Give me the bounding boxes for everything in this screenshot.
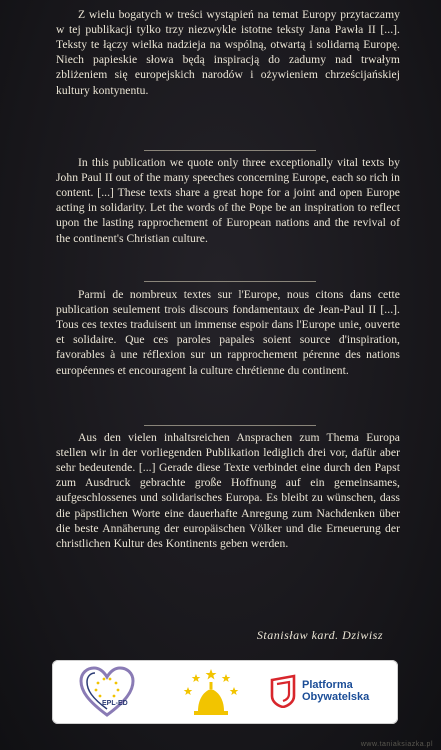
- polish-paragraph: Z wielu bogatych w treści wystąpień na temat Europy przytaczamy w tej publikacji tylko trzy niezwykle istotne teksty Jana Pawła II [...]. Teksty te łączy wielka nadzieja na wspólną, otwartą i solidarną Europę. Niech papieskie słowa będą inspiracją do zadumy nad trwałym zbliżeniem się europejskich narodów i ożywieniem chrześcijańskiej kultury kontynentu.: [56, 7, 400, 97]
- platforma-obywatelska-wordmark: [302, 679, 369, 703]
- platforma-obywatelska-logo-icon: [268, 674, 298, 708]
- po-line-2: Obywatelska: [302, 691, 370, 703]
- separator-2: [144, 281, 316, 282]
- po-line-1: Platforma: [302, 679, 353, 691]
- epl-ed-label: EPL-ED: [102, 700, 128, 707]
- watermark: www.taniaksiazka.pl: [360, 741, 433, 748]
- signature: Stanisław kard. Dziwisz: [256, 628, 383, 642]
- separator-3: [144, 425, 316, 426]
- german-paragraph: Aus den vielen inhaltsreichen Ansprachen zum Thema Europa stellen wir in der vorliegenden Publikation lediglich drei vor, dafür aber sehr bedeutende. [...] Gerade diese Texte verbindet eine durch den Papst zum Ausdruck gebrachte große Hoffnung auf ein gemeinsames, aufgeschlossenes und solidarisches Europa. Es bleibt zu wünschen, dass die päpstlichen Worte eine dauerhafte Anregung zum Nachdenken über die beste Annäherung der europäischen Völker und die Erneuerung der christlichen Kultur des Kontinents geben werden.: [56, 430, 400, 551]
- french-paragraph: Parmi de nombreux textes sur l'Europe, nous citons dans cette publication seulement trois discours fondamentaux de Jean-Paul II [...]. Tous ces textes traduisent un immense espoir dans l'Europe unie, ouverte et solidaire. Que ces paroles papales soient source d'inspiration, favorables à une réflexion sur un rapprochement pérenne des nations européennes et encouragent la culture chrétienne du continent.: [56, 287, 400, 377]
- separator-1: [144, 150, 316, 151]
- sponsor-logo-bar: [52, 660, 398, 724]
- epl-heart-logo-icon: [78, 665, 136, 719]
- english-paragraph: In this publication we quote only three exceptionally vital texts by John Paul II out of the many speeches concerning Europe, each so rich in content. [...] These texts share a great hope for a joint and open Europe acting in solidarity. Let the words of the Pope be an inspiration to reflect upon the lasting rapprochement of European nations and the revival of the continent's Christian culture.: [56, 155, 400, 245]
- european-stars-dome-icon: [180, 667, 242, 717]
